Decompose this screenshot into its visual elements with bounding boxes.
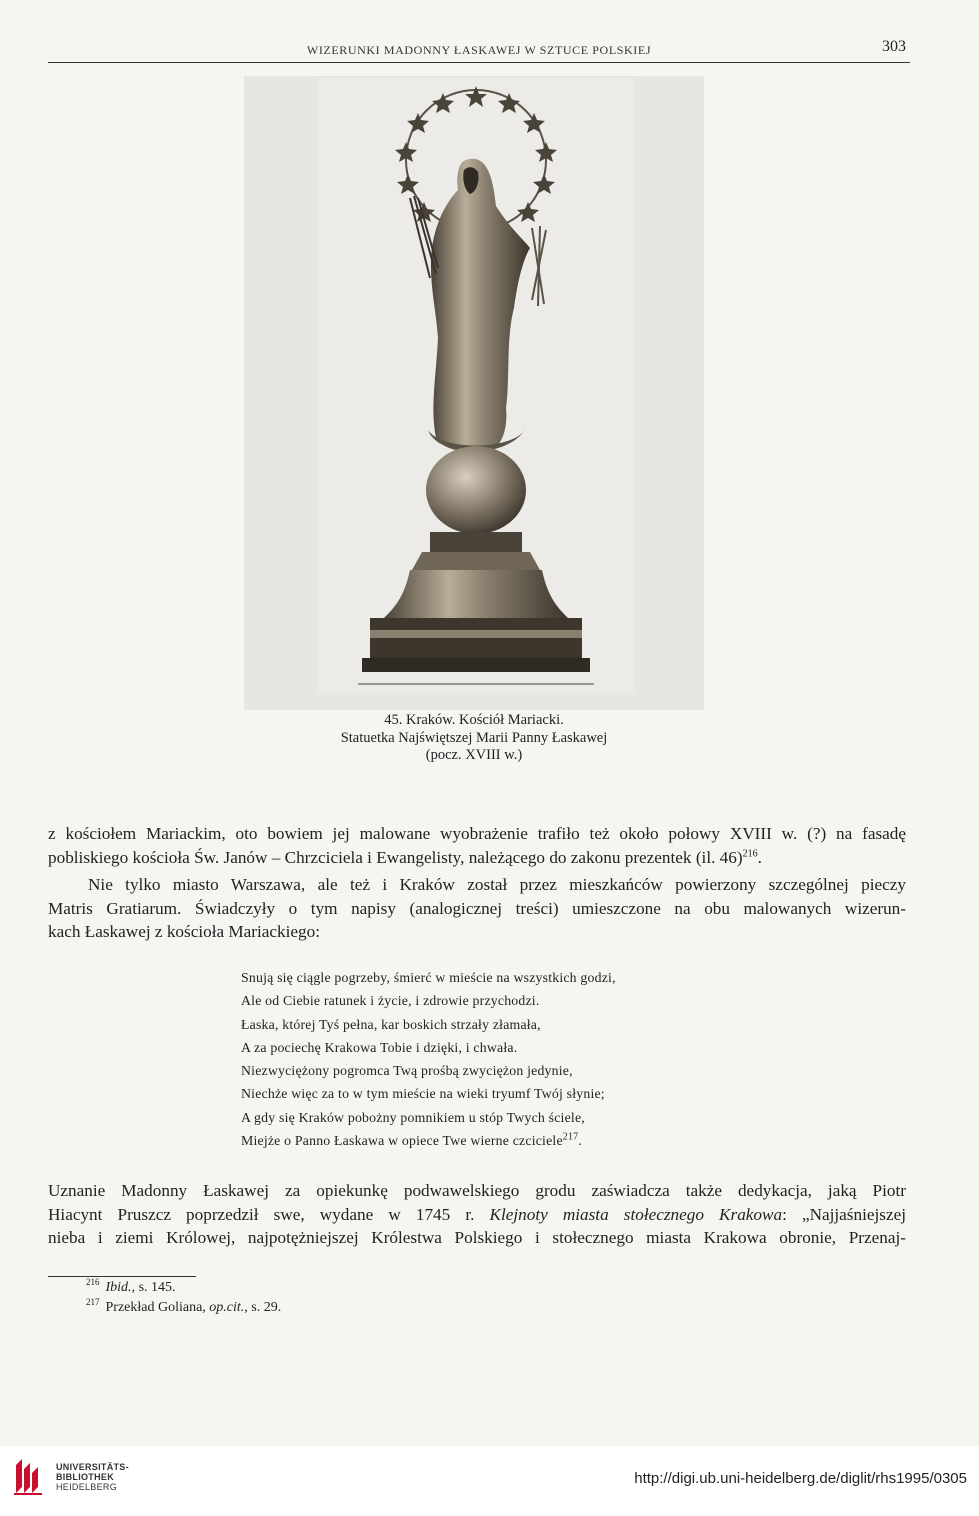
poem-line bbox=[241, 1129, 711, 1152]
madonna-statuette-photo bbox=[318, 78, 634, 692]
caption-line: (pocz. XVIII w.) bbox=[425, 747, 523, 763]
text-line bbox=[48, 846, 906, 870]
poem bbox=[241, 966, 711, 1152]
text-line: Matris Gratiarum. Świadczyły o tym napisy (analogicznej treści) umieszczone na obu malowanych wizerun- bbox=[48, 898, 906, 918]
text-run: Przekład Goliana, bbox=[105, 1300, 210, 1315]
footnote-number: 216 bbox=[86, 1277, 100, 1288]
text-line: z kościołem Mariackim, oto bowiem jej malowane wyobrażenie trafiło też około połowy XVIII w. (?) na fasadę bbox=[48, 824, 906, 843]
permalink-url[interactable]: http://digi.ub.uni-heidelberg.de/diglit/rhs1995/0305 bbox=[634, 1470, 967, 1487]
page-number: 303 bbox=[882, 38, 906, 55]
poem-line: Łaska, której Tyś pełna, kar boskich strzały złamała, bbox=[241, 1016, 541, 1032]
footnote-217 bbox=[86, 1298, 281, 1318]
poem-line: Snują się ciągle pogrzeby, śmierć w mieście na wszystkich godzi, bbox=[241, 970, 616, 985]
inst-line: HEIDELBERG bbox=[56, 1482, 118, 1492]
footnotes bbox=[86, 1278, 281, 1318]
text-run: , s. 145. bbox=[131, 1280, 176, 1295]
footnote-ref-217: 217 bbox=[562, 1131, 579, 1143]
paragraph-3 bbox=[48, 1179, 906, 1250]
paragraph-2 bbox=[48, 873, 906, 944]
inst-line: UNIVERSITÄTS- bbox=[56, 1462, 129, 1472]
paragraph-1 bbox=[48, 822, 906, 869]
text-line: nieba i ziemi Królowej, najpotężniejszej Królestwa Polskiego i stołecznego miasta Krakowa obronie, Przenaj- bbox=[48, 1228, 906, 1247]
poem-line: Niechże więc za to w tym mieście na wieki tryumf Twój słynie; bbox=[241, 1086, 605, 1102]
footnote-rule bbox=[48, 1276, 196, 1277]
poem-line: Ale od Ciebie ratunek i życie, i zdrowie przychodzi. bbox=[241, 993, 540, 1009]
text-run: Miejże o Panno Łaskawa w opiece Twe wierne czciciele bbox=[241, 1133, 563, 1149]
institution-name bbox=[56, 1462, 129, 1492]
text-run: Ibid. bbox=[105, 1280, 132, 1295]
text-line: Uznanie Madonny Łaskawej za opiekunkę podwawelskiego grodu zaświadcza także dedykacja, jaką Piotr bbox=[48, 1181, 906, 1200]
text-run: Hiacynt Pruszcz poprzedził swe, wydane w 1745 r. bbox=[48, 1204, 490, 1224]
poem-line: A za pociechę Krakowa Tobie i dzięki, i chwała. bbox=[241, 1039, 518, 1055]
running-head bbox=[48, 38, 910, 63]
statuette-illustration bbox=[318, 78, 634, 692]
caption-line: Statuetka Najświętszej Marii Panny Łaskawej bbox=[340, 729, 608, 746]
text-line: kach Łaskawej z kościoła Mariackiego: bbox=[48, 922, 321, 941]
text-run: pobliskiego kościoła Św. Janów – Chrzciciela i Ewangelisty, należącego do zakonu prezentek (il. 46) bbox=[48, 847, 743, 867]
text-run: . bbox=[578, 1133, 583, 1149]
text-run: op.cit. bbox=[209, 1300, 245, 1315]
inst-line: BIBLIOTHEK bbox=[56, 1472, 114, 1482]
running-title: WIZERUNKI MADONNY ŁASKAWEJ W SZTUCE POLSKIEJ bbox=[306, 43, 652, 57]
footnote-ref-216: 216 bbox=[742, 847, 758, 859]
poem-line: Niezwyciężony pogromca Twą prośbą zwyciężon jedynie, bbox=[241, 1063, 573, 1079]
caption-line: 45. Kraków. Kościół Mariacki. bbox=[384, 712, 564, 728]
poem-line: A gdy się Kraków pobożny pomnikiem u stóp Twych ściele, bbox=[241, 1109, 585, 1125]
text-line bbox=[48, 1203, 906, 1227]
footnote-216 bbox=[86, 1278, 281, 1298]
footnote-number: 217 bbox=[86, 1297, 100, 1308]
figure-caption bbox=[244, 712, 704, 765]
text-line: Nie tylko miasto Warszawa, ale też i Kraków został przez mieszkańców powierzony szczególnej pieczy bbox=[88, 875, 906, 894]
university-library-logo-icon[interactable] bbox=[10, 1455, 46, 1497]
text-run: . bbox=[757, 847, 762, 867]
text-run: , s. 29. bbox=[244, 1300, 282, 1315]
text-run: : „Najjaśniejszej bbox=[782, 1204, 906, 1224]
book-title: Klejnoty miasta stołecznego Krakowa bbox=[489, 1204, 783, 1224]
